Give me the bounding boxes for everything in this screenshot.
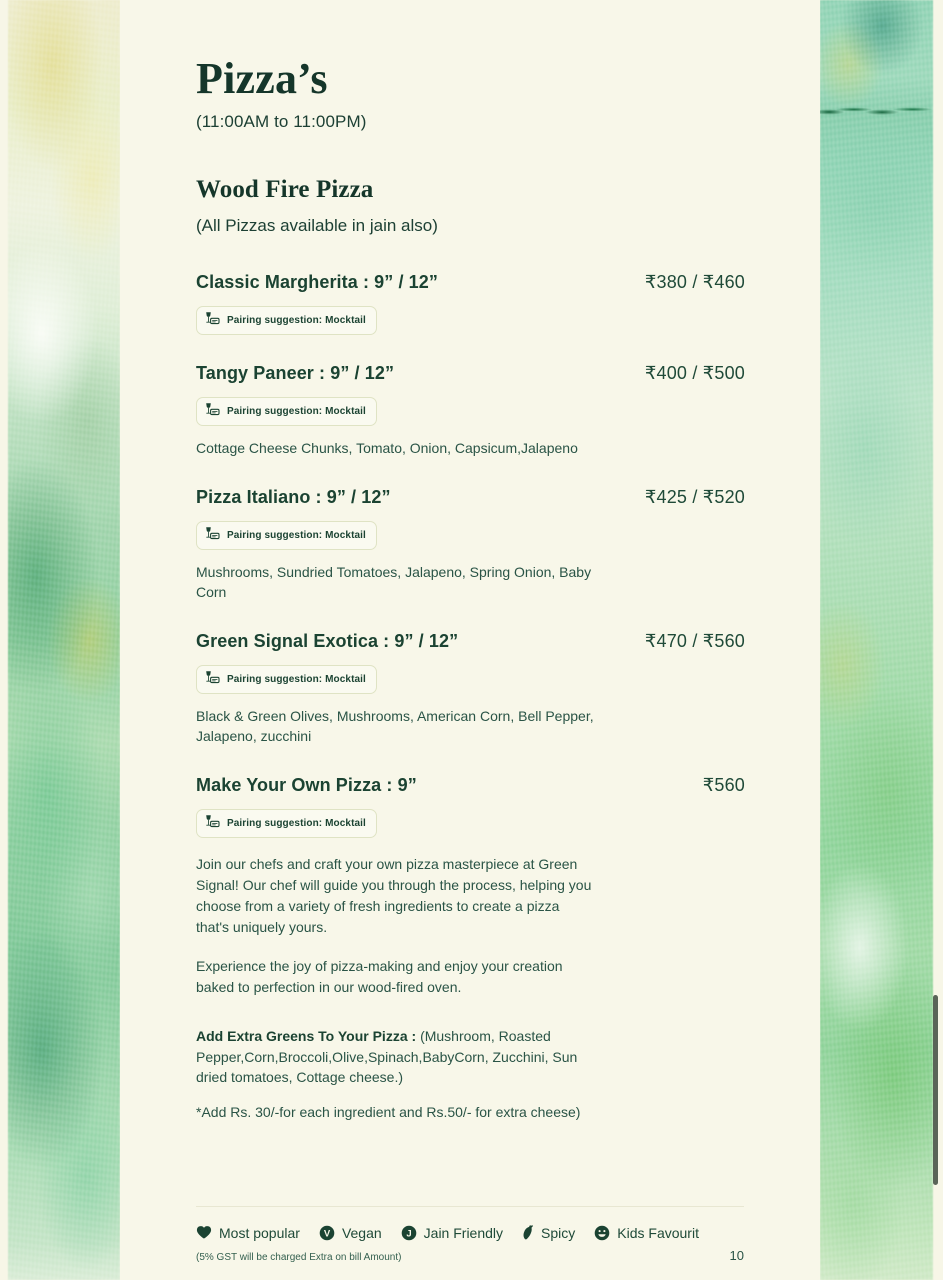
pairing-label: Pairing suggestion: Mocktail (227, 530, 366, 542)
menu-item-header (196, 272, 745, 293)
pairing-label: Pairing suggestion: Mocktail (227, 817, 366, 829)
description-paragraph: Join our chefs and craft your own pizza masterpiece at Green Signal! Our chef will guide you through the process, helping you choose from a variety of fresh ingredients to create a pizza that's uniquely yours. (196, 855, 592, 936)
menu-item (196, 363, 745, 459)
footer-divider (196, 1206, 744, 1207)
legend (196, 1224, 744, 1241)
vegan-icon (319, 1225, 335, 1241)
extras-price-note: *Add Rs. 30/-for each ingredient and Rs.50/- for extra cheese) (196, 1104, 581, 1121)
mocktail-glass-icon (204, 814, 220, 833)
menu-item (196, 631, 745, 747)
legend-item-spicy (522, 1224, 575, 1241)
pairing-badge (196, 665, 377, 694)
menu-content (196, 0, 745, 1120)
jain-icon (401, 1225, 417, 1241)
page-footer (196, 1206, 744, 1263)
pairing-label: Pairing suggestion: Mocktail (227, 315, 366, 327)
legend-label: Vegan (341, 1224, 382, 1241)
pairing-label: Pairing suggestion: Mocktail (227, 673, 366, 685)
add-extra-greens-list: (Mushroom, Roasted Pepper,Corn,Broccoli,Olive,Spinach,BabyCorn, Zucchini, Sun dried tomatoes, Cottage cheese.) (196, 1028, 578, 1086)
make-your-own-description (196, 854, 745, 999)
chili-icon (522, 1224, 534, 1241)
menu-item-header (196, 775, 745, 796)
watercolor-band-left (8, 0, 120, 1280)
menu-item (196, 775, 745, 1121)
section-note: (All Pizzas available in jain also) (196, 216, 438, 236)
add-extra-greens (196, 1026, 596, 1087)
legend-label: Spicy (541, 1224, 576, 1241)
watercolor-band-right (820, 0, 933, 1280)
legend-item-jain-friendly (401, 1225, 503, 1241)
pairing-badge (196, 397, 377, 426)
legend-label: Jain Friendly (423, 1224, 504, 1241)
scrollbar-thumb[interactable] (933, 995, 938, 1185)
menu-item-description: Mushrooms, Sundried Tomatoes, Jalapeno, Spring Onion, Baby Corn (196, 564, 592, 600)
menu-page-sheet (120, 0, 820, 1280)
footer-bottom (196, 1248, 744, 1263)
menu-item-price: ₹425 / ₹520 (644, 487, 745, 508)
menu-item-name: Green Signal Exotica : 9” / 12” (196, 630, 459, 651)
svg-text:V: V (323, 1228, 331, 1240)
legend-item-vegan (319, 1225, 382, 1241)
menu-item-name: Make Your Own Pizza : 9” (196, 774, 417, 795)
menu-item-header (196, 487, 745, 508)
add-extra-greens-label: Add Extra Greens To Your Pizza : (196, 1028, 421, 1045)
legend-label: Most popular (219, 1224, 300, 1241)
menu-item-header (196, 631, 745, 652)
pairing-label: Pairing suggestion: Mocktail (227, 406, 366, 418)
scrollbar-track[interactable] (928, 0, 943, 1280)
menu-item (196, 272, 745, 335)
page-number: 10 (729, 1248, 744, 1263)
mocktail-glass-icon (204, 670, 220, 689)
menu-item-list (196, 272, 745, 1120)
legend-item-kids-favourite (594, 1225, 699, 1241)
mocktail-glass-icon (204, 526, 220, 545)
menu-item-header (196, 363, 745, 384)
svg-text:J: J (406, 1228, 412, 1240)
page-title: Pizza’s (196, 54, 328, 103)
description-paragraph: Experience the joy of pizza-making and enjoy your creation baked to perfection in our wood-fired oven. (196, 957, 563, 995)
menu-item-name: Classic Margherita : 9” / 12” (196, 272, 438, 293)
menu-item-description: Black & Green Olives, Mushrooms, American Corn, Bell Pepper, Jalapeno, zucchini (196, 707, 594, 744)
menu-item-price: ₹400 / ₹500 (644, 363, 745, 384)
menu-item-price: ₹380 / ₹460 (644, 272, 745, 293)
menu-item-name: Tangy Paneer : 9” / 12” (196, 363, 395, 384)
menu-item-price: ₹560 (702, 774, 745, 795)
smiley-icon (594, 1225, 610, 1241)
pairing-badge (196, 521, 377, 550)
legend-label: Kids Favourit (617, 1224, 699, 1241)
menu-item-name: Pizza Italiano : 9” / 12” (196, 487, 391, 508)
gst-note: (5% GST will be charged Extra on bill Amount) (196, 1252, 402, 1263)
service-hours: (11:00AM to 11:00PM) (196, 112, 367, 132)
menu-item-description: Cottage Cheese Chunks, Tomato, Onion, Capsicum,Jalapeno (196, 440, 578, 457)
heart-icon (196, 1225, 212, 1240)
section-title: Wood Fire Pizza (196, 176, 374, 204)
pairing-badge (196, 306, 377, 335)
watercolor-ridge (820, 106, 933, 116)
mocktail-glass-icon (204, 311, 220, 330)
mocktail-glass-icon (204, 402, 220, 421)
menu-item (196, 487, 745, 603)
menu-item-price: ₹470 / ₹560 (644, 630, 745, 651)
legend-item-most-popular (196, 1225, 300, 1241)
pairing-badge (196, 809, 377, 838)
